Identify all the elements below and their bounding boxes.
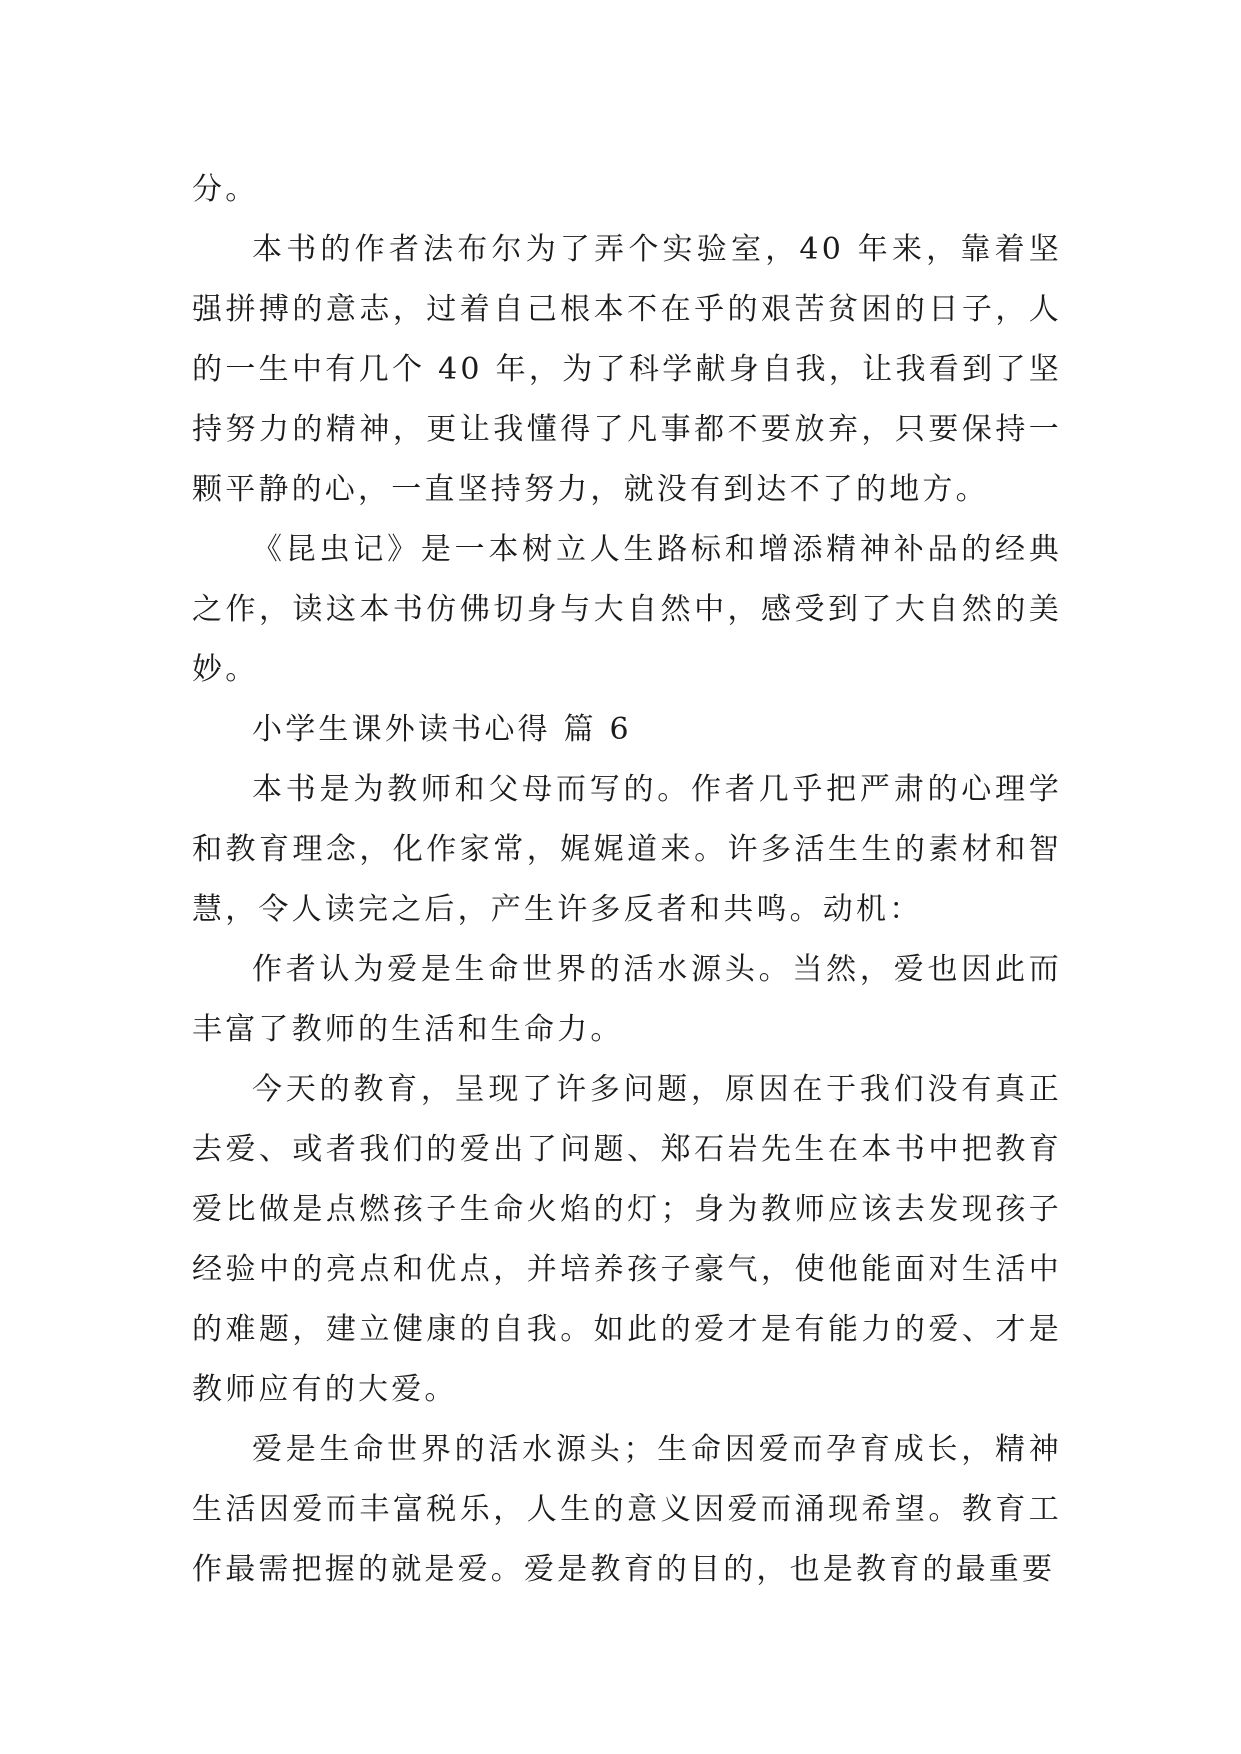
paragraph-continuation: 分。: [192, 172, 259, 207]
document-body: [192, 160, 1062, 1600]
paragraph-fabre-lab: 本书的作者法布尔为了弄个实验室，40 年来，靠着坚强拼搏的意志，过着自己根本不在乎的艰苦贫困的日子，人的一生中有几个 40 年，为了科学献身自我，让我看到了坚持努力的精神，更让我懂得了凡事都不要放弃，只要保持一颗平静的心，一直坚持努力，就没有到达不了的地方。: [192, 232, 1062, 507]
section-heading: 小学生课外读书心得 篇 6: [252, 712, 632, 747]
paragraph-education-problems: 今天的教育，呈现了许多问题，原因在于我们没有真正去爱、或者我们的爱出了问题、郑石岩先生在本书中把教育爱比做是点燃孩子生命火焰的灯；身为教师应该去发现孩子经验中的亮点和优点，并培养孩子豪气，使他能面对生活中的难题，建立健康的自我。如此的爱才是有能力的爱、才是教师应有的大爱。: [192, 1072, 1062, 1407]
paragraph-insect-book: 《昆虫记》是一本树立人生路标和增添精神补品的经典之作，读这本书仿佛切身与大自然中，感受到了大自然的美妙。: [192, 532, 1062, 687]
paragraph-love-source: 作者认为爱是生命世界的活水源头。当然，爱也因此而丰富了教师的生活和生命力。: [192, 952, 1062, 1047]
paragraph-book-for-teachers: 本书是为教师和父母而写的。作者几乎把严肃的心理学和教育理念，化作家常，娓娓道来。许多活生生的素材和智慧，令人读完之后，产生许多反者和共鸣。动机：: [192, 772, 1062, 927]
paragraph-love-life: 爱是生命世界的活水源头；生命因爱而孕育成长，精神生活因爱而丰富税乐，人生的意义因爱而涌现希望。教育工作最需把握的就是爱。爱是教育的目的，也是教育的最重要: [192, 1432, 1062, 1587]
